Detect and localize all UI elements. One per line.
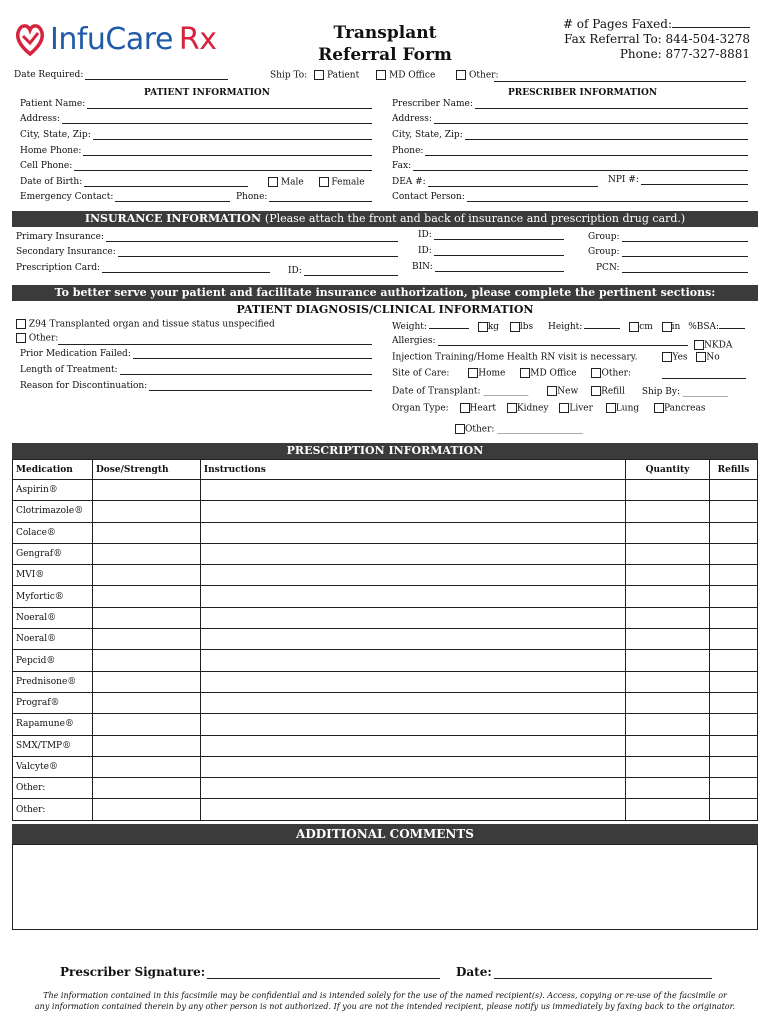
dose-cell[interactable]: [92, 799, 200, 820]
ship-to-row: Ship To: Patient MD Office Other:: [270, 70, 499, 81]
nkda-checkbox[interactable]: [694, 340, 704, 350]
instructions-cell[interactable]: [200, 543, 625, 564]
medication-cell: Rapamune®: [13, 714, 93, 735]
quantity-cell[interactable]: [626, 650, 710, 671]
refills-cell[interactable]: [710, 543, 758, 564]
col-medication: Medication: [13, 460, 93, 480]
medication-cell: Other:: [13, 799, 93, 820]
dose-cell[interactable]: [92, 778, 200, 799]
prior-medication-field[interactable]: Prior Medication Failed:: [20, 349, 372, 359]
prescriber-fax-field[interactable]: Fax:: [392, 161, 748, 171]
reason-discontinuation-field[interactable]: Reason for Discontinuation:: [20, 381, 372, 391]
pcn-field[interactable]: PCN:: [596, 263, 748, 273]
refills-cell[interactable]: [710, 629, 758, 650]
refills-cell[interactable]: [710, 735, 758, 756]
instructions-cell[interactable]: [200, 714, 625, 735]
quantity-cell[interactable]: [626, 543, 710, 564]
ship-patient-checkbox[interactable]: [314, 70, 324, 80]
diagnosis-other-option: Other:: [16, 333, 58, 344]
secondary-id-field[interactable]: ID:: [418, 246, 564, 256]
dose-cell[interactable]: [92, 565, 200, 586]
table-row: [13, 501, 758, 522]
medication-cell: Prednisone®: [13, 671, 93, 692]
medication-cell: Clotrimazole®: [13, 501, 93, 522]
dose-cell[interactable]: [92, 735, 200, 756]
col-quantity: Quantity: [626, 460, 710, 480]
table-row: [13, 480, 758, 501]
table-row: [13, 756, 758, 777]
organ-other-option: Other: ___________________: [455, 424, 583, 435]
prescription-heading-bar: PRESCRIPTION INFORMATION: [12, 443, 758, 459]
medication-cell: Pepcid®: [13, 650, 93, 671]
patient-address-field[interactable]: Address:: [20, 114, 372, 124]
col-dose: Dose/Strength: [92, 460, 200, 480]
z94-option: Z94 Transplanted organ and tissue status unspecified: [16, 319, 275, 330]
instructions-cell[interactable]: [200, 629, 625, 650]
instructions-cell[interactable]: [200, 735, 625, 756]
new-checkbox[interactable]: [547, 386, 557, 396]
quantity-cell[interactable]: [626, 586, 710, 607]
ship-other-checkbox[interactable]: [456, 70, 466, 80]
male-checkbox[interactable]: [268, 177, 278, 187]
quantity-cell[interactable]: [626, 735, 710, 756]
instructions-cell[interactable]: [200, 607, 625, 628]
diagnosis-other-checkbox[interactable]: [16, 333, 26, 343]
logo: [14, 20, 244, 60]
clinical-banner: To better serve your patient and facilitate insurance authorization, please complete the pertinent sections:: [12, 285, 758, 301]
dose-cell[interactable]: [92, 586, 200, 607]
emergency-phone-field[interactable]: Phone:: [236, 192, 372, 202]
refill-checkbox[interactable]: [591, 386, 601, 396]
patient-home-phone-field[interactable]: Home Phone:: [20, 146, 372, 156]
bsa-field[interactable]: [719, 321, 745, 329]
prescription-header-row: [13, 460, 758, 480]
height-field[interactable]: [584, 321, 620, 329]
in-checkbox[interactable]: [662, 322, 672, 332]
logo-text: InfuCare Rx: [50, 22, 217, 57]
patient-name-field[interactable]: Patient Name:: [20, 99, 372, 109]
medication-cell: SMX/TMP®: [13, 735, 93, 756]
table-row: [13, 522, 758, 543]
nkda-option: NKDA: [694, 340, 732, 351]
site-md-office-checkbox[interactable]: [520, 368, 530, 378]
female-checkbox[interactable]: [319, 177, 329, 187]
quantity-cell[interactable]: [626, 607, 710, 628]
secondary-insurance-field[interactable]: Secondary Insurance:: [16, 247, 398, 257]
instructions-cell[interactable]: [200, 799, 625, 820]
prescriber-phone-field[interactable]: Phone:: [392, 146, 748, 156]
diagnosis-other-field[interactable]: [58, 335, 372, 345]
table-row: [13, 692, 758, 713]
refills-cell[interactable]: [710, 480, 758, 501]
cm-checkbox[interactable]: [629, 322, 639, 332]
ship-md-office-checkbox[interactable]: [376, 70, 386, 80]
col-refills: Refills: [710, 460, 758, 480]
medication-cell: Colace®: [13, 522, 93, 543]
refills-cell[interactable]: [710, 501, 758, 522]
col-instructions: Instructions: [200, 460, 625, 480]
quantity-cell[interactable]: [626, 565, 710, 586]
quantity-cell[interactable]: [626, 799, 710, 820]
quantity-cell[interactable]: [626, 501, 710, 522]
table-row: [13, 629, 758, 650]
prescriber-address-field[interactable]: Address:: [392, 114, 748, 124]
prescriber-city-field[interactable]: City, State, Zip:: [392, 130, 748, 140]
dose-cell[interactable]: [92, 543, 200, 564]
prescriber-dea-field[interactable]: DEA #:: [392, 177, 598, 187]
refills-cell[interactable]: [710, 799, 758, 820]
patient-city-field[interactable]: City, State, Zip:: [20, 130, 372, 140]
medication-cell: MVI®: [13, 565, 93, 586]
refills-cell[interactable]: [710, 692, 758, 713]
quantity-cell[interactable]: [626, 714, 710, 735]
liver-checkbox[interactable]: [559, 403, 569, 413]
dose-cell[interactable]: [92, 671, 200, 692]
quantity-cell[interactable]: [626, 778, 710, 799]
instructions-cell[interactable]: [200, 480, 625, 501]
weight-row: Weight: kg lbs Height: cm in %BSA:: [392, 321, 745, 332]
quantity-cell[interactable]: [626, 629, 710, 650]
kg-checkbox[interactable]: [478, 322, 488, 332]
site-other-field[interactable]: [662, 370, 746, 379]
medication-cell: Myfortic®: [13, 586, 93, 607]
site-other-checkbox[interactable]: [591, 368, 601, 378]
table-row: [13, 565, 758, 586]
bin-field[interactable]: BIN:: [412, 262, 564, 272]
table-row: [13, 735, 758, 756]
site-home-checkbox[interactable]: [468, 368, 478, 378]
dose-cell[interactable]: [92, 480, 200, 501]
dose-cell[interactable]: [92, 714, 200, 735]
prescriber-npi-field[interactable]: NPI #:: [608, 175, 748, 185]
dose-cell[interactable]: [92, 756, 200, 777]
dose-cell[interactable]: [92, 522, 200, 543]
date-required-field[interactable]: Date Required:: [14, 70, 228, 80]
transplant-date-row: Date of Transplant: __________ New Refill Ship By: __________: [392, 386, 728, 397]
signature-field[interactable]: Prescriber Signature:: [60, 965, 440, 979]
insurance-heading-bar: INSURANCE INFORMATION (Please attach the front and back of insurance and prescription drug card.): [12, 211, 758, 227]
allergies-field[interactable]: Allergies:: [392, 336, 688, 346]
form-title: Transplant Referral Form: [318, 23, 452, 65]
quantity-cell[interactable]: [626, 480, 710, 501]
patient-info-heading: PATIENT INFORMATION: [144, 88, 270, 98]
lung-checkbox[interactable]: [606, 403, 616, 413]
table-row: [13, 607, 758, 628]
prescriber-info-heading: PRESCRIBER INFORMATION: [508, 88, 658, 98]
site-of-care-row: Site of Care: Home MD Office Other:: [392, 368, 631, 379]
table-row: [13, 671, 758, 692]
organ-other-checkbox[interactable]: [455, 424, 465, 434]
primary-group-field[interactable]: Group:: [588, 232, 748, 242]
heart-checkbox[interactable]: [460, 403, 470, 413]
table-row: [13, 543, 758, 564]
medication-cell: Other:: [13, 778, 93, 799]
kidney-checkbox[interactable]: [507, 403, 517, 413]
medication-cell: Prograf®: [13, 692, 93, 713]
instructions-cell[interactable]: [200, 565, 625, 586]
medication-cell: Valcyte®: [13, 756, 93, 777]
secondary-group-field[interactable]: Group:: [588, 247, 748, 257]
instructions-cell[interactable]: [200, 522, 625, 543]
dose-cell[interactable]: [92, 607, 200, 628]
comments-box[interactable]: [12, 844, 758, 930]
instructions-cell[interactable]: [200, 501, 625, 522]
table-row: [13, 799, 758, 820]
weight-field[interactable]: [429, 321, 469, 329]
organ-type-row: Organ Type: Heart Kidney Liver Lung Pancreas: [392, 403, 706, 414]
primary-insurance-field[interactable]: Primary Insurance:: [16, 232, 398, 242]
comments-heading-bar: ADDITIONAL COMMENTS: [12, 824, 758, 844]
primary-id-field[interactable]: ID:: [418, 230, 564, 240]
refills-cell[interactable]: [710, 714, 758, 735]
lbs-checkbox[interactable]: [510, 322, 520, 332]
refills-cell[interactable]: [710, 778, 758, 799]
medication-cell: Aspirin®: [13, 480, 93, 501]
prescription-card-field[interactable]: Prescription Card:: [16, 263, 270, 273]
refills-cell[interactable]: [710, 607, 758, 628]
instructions-cell[interactable]: [200, 756, 625, 777]
instructions-cell[interactable]: [200, 671, 625, 692]
dose-cell[interactable]: [92, 692, 200, 713]
table-row: [13, 778, 758, 799]
instructions-cell[interactable]: [200, 778, 625, 799]
refills-cell[interactable]: [710, 522, 758, 543]
patient-cell-phone-field[interactable]: Cell Phone:: [20, 161, 372, 171]
table-row: [13, 650, 758, 671]
prescription-card-id-field[interactable]: ID:: [288, 266, 398, 276]
quantity-cell[interactable]: [626, 756, 710, 777]
prescriber-contact-field[interactable]: Contact Person:: [392, 192, 748, 202]
injection-yes-checkbox[interactable]: [662, 352, 672, 362]
patient-dob-field[interactable]: Date of Birth:: [20, 177, 248, 187]
refills-cell[interactable]: [710, 671, 758, 692]
disclaimer: The information contained in this facsimile may be confidential and is intended solely for the use of the named recipient(s). Access, copying or re-use of the facsimile or any information contained therein by any other person is not authorized. If you are not the intended recipient, please notify us immediately by faxing back to the originator.: [34, 991, 736, 1011]
refills-cell[interactable]: [710, 650, 758, 671]
prescription-table: [12, 459, 758, 821]
dose-cell[interactable]: [92, 650, 200, 671]
medication-cell: Noeral®: [13, 607, 93, 628]
quantity-cell[interactable]: [626, 692, 710, 713]
ship-other-field[interactable]: [494, 71, 746, 82]
dose-cell[interactable]: [92, 629, 200, 650]
z94-checkbox[interactable]: [16, 319, 26, 329]
table-row: [13, 714, 758, 735]
pages-faxed-field[interactable]: [672, 18, 750, 28]
dose-cell[interactable]: [92, 501, 200, 522]
pancreas-checkbox[interactable]: [654, 403, 664, 413]
prescriber-name-field[interactable]: Prescriber Name:: [392, 99, 748, 109]
medication-cell: Noeral®: [13, 629, 93, 650]
clinical-heading: PATIENT DIAGNOSIS/CLINICAL INFORMATION: [236, 303, 534, 316]
injection-no-checkbox[interactable]: [696, 352, 706, 362]
injection-training-row: Injection Training/Home Health RN visit is necessary. Yes No: [392, 352, 720, 363]
refills-cell[interactable]: [710, 586, 758, 607]
heart-logo-icon: [14, 20, 46, 58]
signature-date-field[interactable]: Date:: [456, 965, 712, 979]
length-treatment-field[interactable]: Length of Treatment:: [20, 365, 372, 375]
quantity-cell[interactable]: [626, 671, 710, 692]
gender-options: Male Female: [268, 177, 365, 188]
emergency-contact-field[interactable]: Emergency Contact:: [20, 192, 230, 202]
instructions-cell[interactable]: [200, 586, 625, 607]
quantity-cell[interactable]: [626, 522, 710, 543]
fax-info: # of Pages Faxed: Fax Referral To: 844-504-3278 Phone: 877-327-8881: [562, 17, 750, 61]
instructions-cell[interactable]: [200, 692, 625, 713]
instructions-cell[interactable]: [200, 650, 625, 671]
refills-cell[interactable]: [710, 756, 758, 777]
medication-cell: Gengraf®: [13, 543, 93, 564]
table-row: [13, 586, 758, 607]
refills-cell[interactable]: [710, 565, 758, 586]
